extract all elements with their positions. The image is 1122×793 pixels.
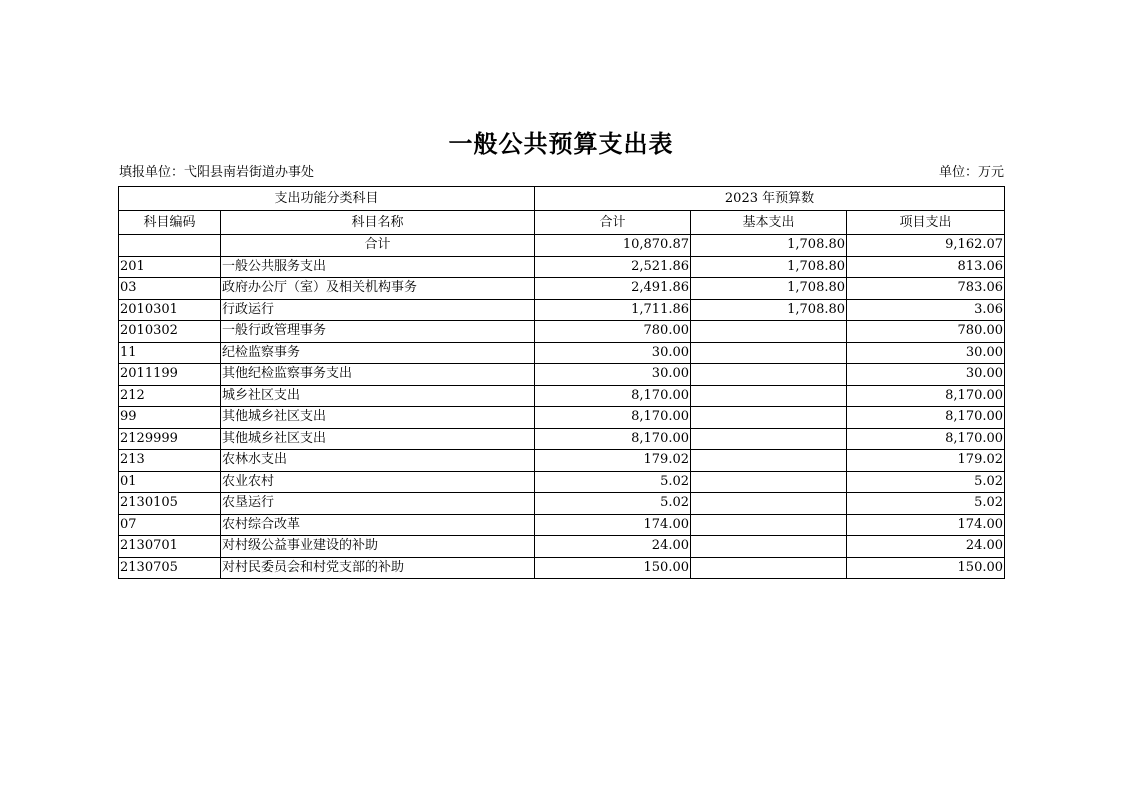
cell-name: 政府办公厅（室）及相关机构事务 [221,278,535,300]
table-row [119,299,1005,321]
cell-basic [691,450,847,472]
cell-name: 其他纪检监察事务支出 [221,364,535,386]
cell-project: 30.00 [847,342,1005,364]
cell-code: 201 [119,256,221,278]
header-project: 项目支出 [847,211,1005,235]
cell-basic [691,471,847,493]
cell-total: 174.00 [535,514,691,536]
cell-basic [691,514,847,536]
cell-project: 5.02 [847,493,1005,515]
header-basic: 基本支出 [691,211,847,235]
cell-project: 8,170.00 [847,428,1005,450]
table-row [119,342,1005,364]
cell-total: 179.02 [535,450,691,472]
cell-project: 5.02 [847,471,1005,493]
cell-code [119,235,221,257]
cell-code: 2130105 [119,493,221,515]
table-row [119,557,1005,579]
cell-code: 2010302 [119,321,221,343]
cell-total: 24.00 [535,536,691,558]
table-body [119,235,1005,579]
cell-code: 01 [119,471,221,493]
cell-total: 30.00 [535,342,691,364]
cell-basic [691,342,847,364]
cell-project: 813.06 [847,256,1005,278]
cell-code: 07 [119,514,221,536]
header-row-columns [119,211,1005,235]
cell-basic [691,364,847,386]
header-total: 合计 [535,211,691,235]
cell-project: 9,162.07 [847,235,1005,257]
cell-basic [691,321,847,343]
cell-project: 783.06 [847,278,1005,300]
cell-basic [691,385,847,407]
currency-unit: 单位：万元 [938,165,1004,180]
cell-name: 行政运行 [221,299,535,321]
header-code: 科目编码 [119,211,221,235]
cell-name: 一般行政管理事务 [221,321,535,343]
header-budget-year: 2023 年预算数 [535,187,1005,211]
cell-code: 213 [119,450,221,472]
table-row [119,407,1005,429]
cell-total: 5.02 [535,471,691,493]
budget-table [118,186,1005,579]
cell-name: 合计 [221,235,535,257]
filing-unit: 填报单位：弋阳县南岩街道办事处 [119,165,315,180]
cell-name: 其他城乡社区支出 [221,407,535,429]
header-name: 科目名称 [221,211,535,235]
cell-code: 11 [119,342,221,364]
cell-project: 179.02 [847,450,1005,472]
cell-code: 2130705 [119,557,221,579]
cell-total: 30.00 [535,364,691,386]
cell-name: 农村综合改革 [221,514,535,536]
table-row [119,514,1005,536]
cell-basic [691,536,847,558]
table-row [119,321,1005,343]
cell-total: 8,170.00 [535,385,691,407]
cell-total: 8,170.00 [535,428,691,450]
cell-total: 780.00 [535,321,691,343]
table-row-total [119,235,1005,257]
cell-basic [691,407,847,429]
cell-total: 10,870.87 [535,235,691,257]
table-row [119,450,1005,472]
cell-code: 2010301 [119,299,221,321]
cell-basic [691,557,847,579]
cell-total: 150.00 [535,557,691,579]
cell-basic [691,493,847,515]
header-row-group [119,187,1005,211]
page-title: 一般公共预算支出表 [448,130,674,158]
cell-basic: 1,708.80 [691,299,847,321]
cell-basic: 1,708.80 [691,235,847,257]
cell-name: 对村级公益事业建设的补助 [221,536,535,558]
cell-project: 150.00 [847,557,1005,579]
table-header [119,187,1005,235]
table-row [119,536,1005,558]
cell-code: 03 [119,278,221,300]
table-row [119,471,1005,493]
cell-name: 农垦运行 [221,493,535,515]
cell-project: 8,170.00 [847,407,1005,429]
cell-name: 农业农村 [221,471,535,493]
cell-basic [691,428,847,450]
cell-total: 8,170.00 [535,407,691,429]
cell-name: 城乡社区支出 [221,385,535,407]
cell-project: 24.00 [847,536,1005,558]
table-row [119,256,1005,278]
header-function-classification: 支出功能分类科目 [119,187,535,211]
cell-name: 农林水支出 [221,450,535,472]
cell-project: 780.00 [847,321,1005,343]
cell-project: 8,170.00 [847,385,1005,407]
cell-code: 2129999 [119,428,221,450]
cell-project: 3.06 [847,299,1005,321]
cell-basic: 1,708.80 [691,256,847,278]
cell-name: 对村民委员会和村党支部的补助 [221,557,535,579]
cell-total: 2,521.86 [535,256,691,278]
cell-code: 2130701 [119,536,221,558]
cell-name: 其他城乡社区支出 [221,428,535,450]
cell-total: 5.02 [535,493,691,515]
cell-basic: 1,708.80 [691,278,847,300]
cell-total: 2,491.86 [535,278,691,300]
cell-code: 99 [119,407,221,429]
cell-project: 174.00 [847,514,1005,536]
table-row [119,385,1005,407]
table-row [119,493,1005,515]
table-row [119,278,1005,300]
cell-code: 2011199 [119,364,221,386]
table-row [119,364,1005,386]
cell-total: 1,711.86 [535,299,691,321]
cell-code: 212 [119,385,221,407]
cell-name: 纪检监察事务 [221,342,535,364]
cell-name: 一般公共服务支出 [221,256,535,278]
table-row [119,428,1005,450]
cell-project: 30.00 [847,364,1005,386]
